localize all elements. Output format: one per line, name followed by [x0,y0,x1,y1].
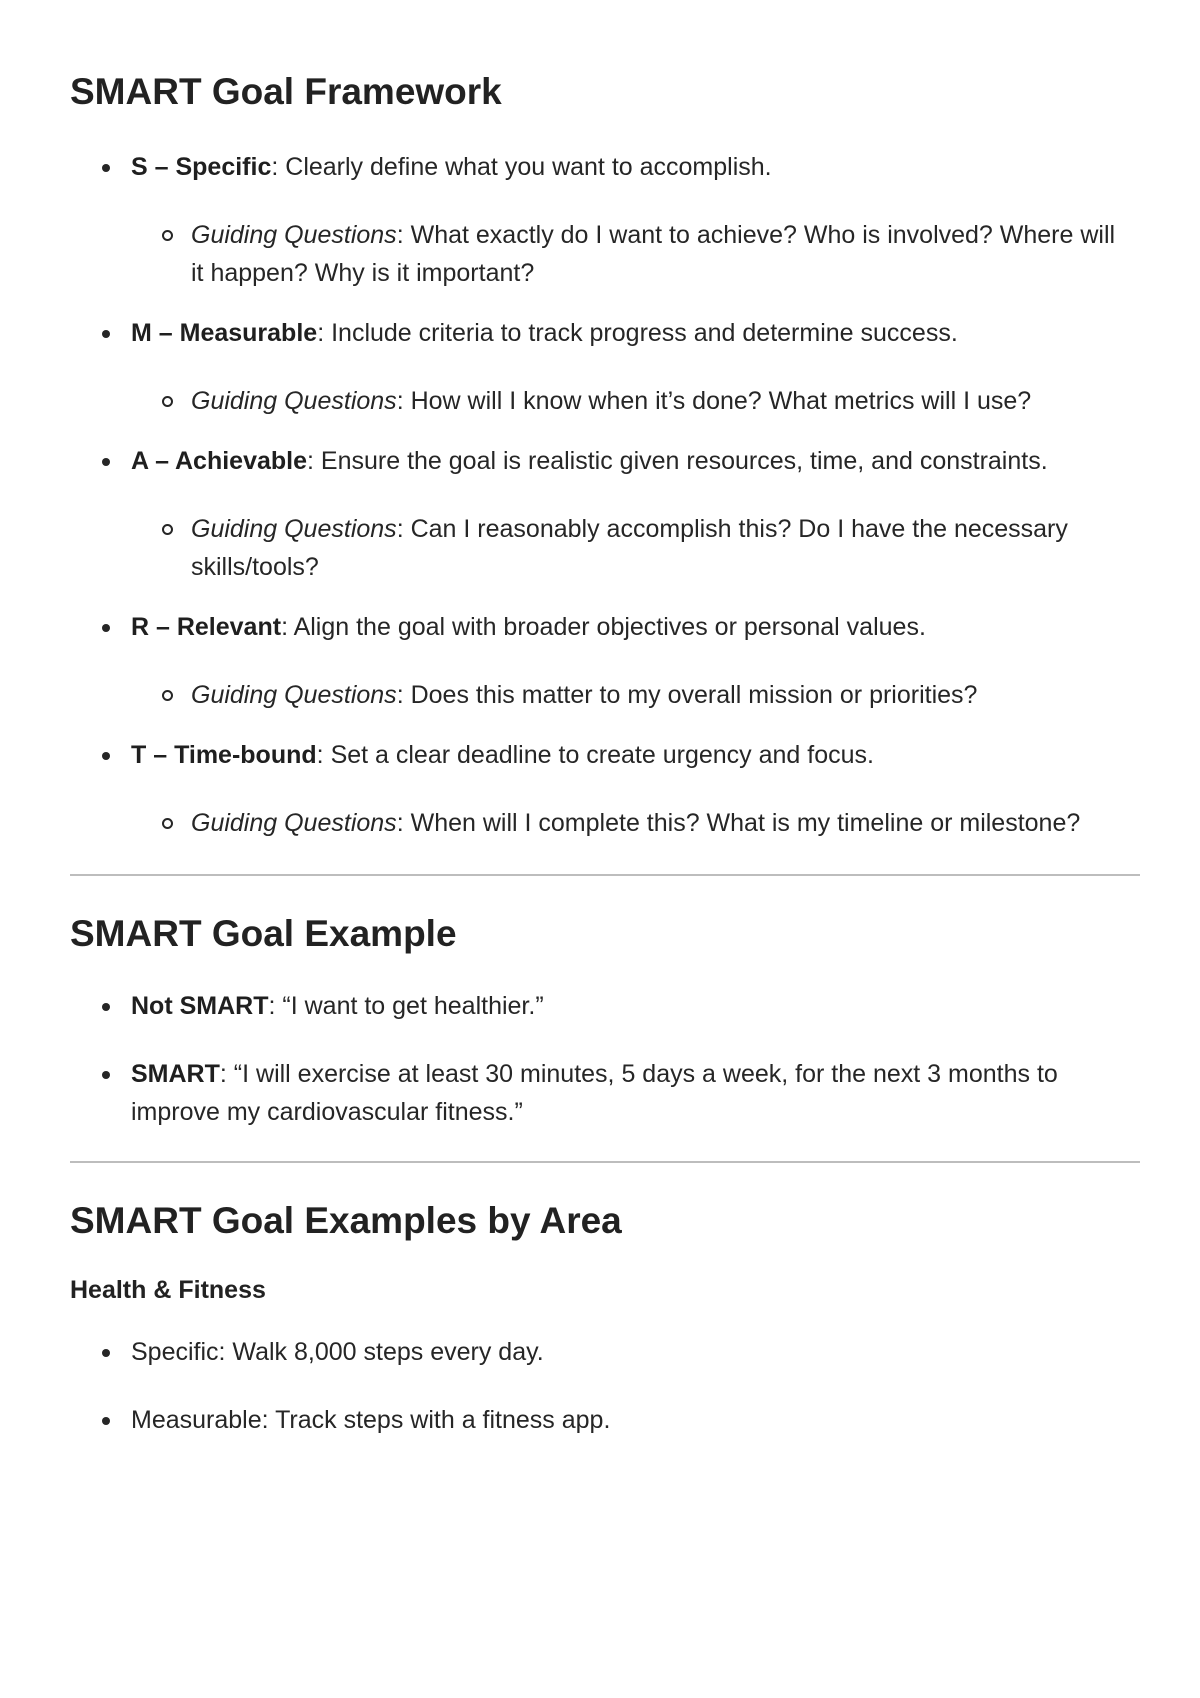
bullet-disc-icon [102,752,110,760]
framework-item-achievable: A – Achievable: Ensure the goal is realistic given resources, time, and constraints. Guiding Questions: Can I reasonably accomplish this? Do I have the necessary skills/tools? [70,442,1130,586]
subsection-heading: Health & Fitness [70,1276,266,1305]
example-list [70,987,1130,1131]
bullet-disc-icon [102,1071,110,1079]
guiding-questions-list [131,382,1130,420]
bullet-circle-icon [162,690,173,701]
example-item-smart: SMART: “I will exercise at least 30 minutes, 5 days a week, for the next 3 months to improve my cardiovascular fitness.” [70,1055,1130,1131]
example-text: “I want to get healthier.” [282,991,544,1020]
bullet-disc-icon [102,164,110,172]
framework-term: M – Measurable [131,319,318,348]
bullet-circle-icon [162,230,173,241]
framework-desc: Clearly define what you want to accomplish. [285,153,772,182]
bullet-circle-icon [162,818,173,829]
by-area-text: Measurable: Track steps with a fitness app. [131,1406,611,1435]
section-divider [70,874,1140,876]
framework-item-specific: S – Specific: Clearly define what you want to accomplish. Guiding Questions: What exactly do I want to achieve? Who is involved? Where will it happen? Why is it important? [70,148,1130,292]
bullet-circle-icon [162,524,173,535]
framework-item-measurable: M – Measurable: Include criteria to track progress and determine success. Guiding Questions: How will I know when it’s done? What metrics will I use? [70,314,1130,420]
guiding-questions-item: Guiding Questions: How will I know when it’s done? What metrics will I use? [131,382,1130,420]
framework-item-time-bound: T – Time-bound: Set a clear deadline to create urgency and focus. Guiding Questions: When will I complete this? What is my timeline or milestone? [70,736,1130,842]
guiding-questions-label: Guiding Questions [191,681,397,710]
guiding-questions-item: Guiding Questions: When will I complete this? What is my timeline or milestone? [131,804,1130,842]
guiding-questions-text: How will I know when it’s done? What metrics will I use? [410,387,1032,416]
by-area-text: Specific: Walk 8,000 steps every day. [131,1338,544,1367]
guiding-questions-text: Can I reasonably accomplish this? Do I have the necessary skills/tools? [191,515,1068,582]
by-area-item [70,1401,1130,1439]
framework-term: T – Time-bound [131,741,317,770]
framework-desc: Align the goal with broader objectives or personal values. [293,613,926,642]
guiding-questions-label: Guiding Questions [191,387,397,416]
framework-list [70,148,1130,842]
framework-term: A – Achievable [131,447,308,476]
guiding-questions-text: What exactly do I want to achieve? Who is involved? Where will it happen? Why is it important? [191,221,1116,288]
example-heading: SMART Goal Example [70,913,457,955]
guiding-questions-label: Guiding Questions [191,515,397,544]
guiding-questions-text: Does this matter to my overall mission or priorities? [410,681,978,710]
example-text: “I will exercise at least 30 minutes, 5 days a week, for the next 3 months to improve my cardiovascular fitness.” [131,1059,1058,1126]
framework-item-relevant: R – Relevant: Align the goal with broader objectives or personal values. Guiding Questions: Does this matter to my overall mission or priorities? [70,608,1130,714]
by-area-list [70,1333,1130,1439]
example-item-not-smart: Not SMART: “I want to get healthier.” [70,987,1130,1025]
guiding-questions-item: Guiding Questions: Does this matter to my overall mission or priorities? [131,676,1130,714]
framework-desc: Include criteria to track progress and determine success. [331,319,958,348]
bullet-disc-icon [102,624,110,632]
bullet-disc-icon [102,1003,110,1011]
guiding-questions-item: Guiding Questions: What exactly do I want to achieve? Who is involved? Where will it happen? Why is it important? [131,216,1130,292]
framework-desc: Set a clear deadline to create urgency and focus. [330,741,874,770]
guiding-questions-list [131,804,1130,842]
section-divider [70,1161,1140,1163]
framework-term: R – Relevant [131,613,282,642]
example-term: Not SMART [131,991,269,1020]
by-area-item [70,1333,1130,1371]
framework-heading: SMART Goal Framework [70,71,502,112]
guiding-questions-list [131,510,1130,586]
example-term: SMART [131,1059,220,1088]
bullet-disc-icon [102,330,110,338]
framework-term: S – Specific [131,153,272,182]
bullet-disc-icon [102,1349,110,1357]
framework-desc: Ensure the goal is realistic given resources, time, and constraints. [320,447,1048,476]
guiding-questions-item: Guiding Questions: Can I reasonably accomplish this? Do I have the necessary skills/tools? [131,510,1130,586]
bullet-circle-icon [162,396,173,407]
guiding-questions-text: When will I complete this? What is my timeline or milestone? [410,809,1081,838]
guiding-questions-label: Guiding Questions [191,809,397,838]
bullet-disc-icon [102,458,110,466]
guiding-questions-list [131,676,1130,714]
guiding-questions-list [131,216,1130,292]
guiding-questions-label: Guiding Questions [191,221,397,250]
bullet-disc-icon [102,1417,110,1425]
by-area-heading: SMART Goal Examples by Area [70,1199,622,1241]
